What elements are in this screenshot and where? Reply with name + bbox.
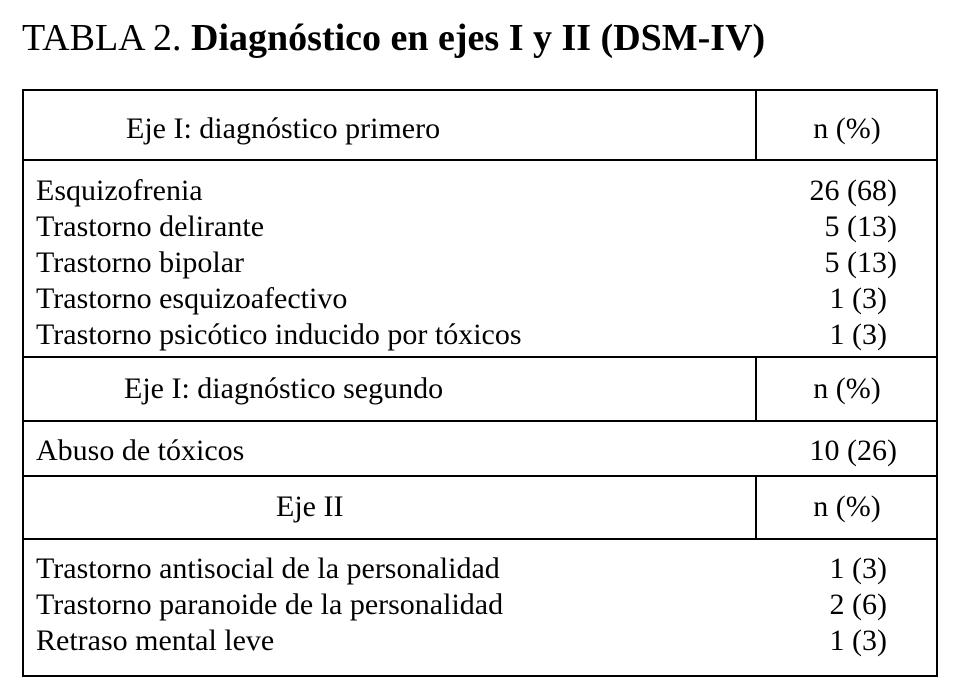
caption-label: TABLA 2. bbox=[22, 17, 182, 59]
column-divider bbox=[755, 475, 757, 538]
section-header-axis2: Eje II bbox=[276, 490, 344, 523]
table-row-value: 1 (3) bbox=[829, 318, 887, 351]
row-divider bbox=[24, 159, 936, 161]
caption-title: Diagnóstico en ejes I y II (DSM-IV) bbox=[191, 17, 766, 59]
table-row-value: 1 (3) bbox=[829, 624, 887, 657]
column-divider bbox=[755, 356, 757, 420]
row-divider bbox=[24, 538, 936, 540]
table-row-label: Trastorno psicótico inducido por tóxicos bbox=[36, 318, 522, 351]
table-row-label: Trastorno delirante bbox=[36, 210, 265, 243]
table-row-label: Trastorno antisocial de la personalidad bbox=[36, 552, 500, 585]
diagnosis-table bbox=[22, 89, 938, 677]
column-divider bbox=[755, 91, 757, 159]
table-row-value: 5 (13) bbox=[824, 246, 897, 279]
table-row-value: 26 (68) bbox=[809, 174, 897, 207]
table-row-value: 2 (6) bbox=[829, 588, 887, 621]
table-row-value: 5 (13) bbox=[824, 210, 897, 243]
row-divider bbox=[24, 356, 936, 358]
table-row-value: 1 (3) bbox=[829, 282, 887, 315]
row-divider bbox=[24, 420, 936, 422]
table-row-label: Trastorno esquizoafectivo bbox=[36, 282, 348, 315]
section-header-axis1-primary: Eje I: diagnóstico primero bbox=[126, 112, 441, 145]
table-row-label: Trastorno paranoide de la personalidad bbox=[36, 588, 504, 621]
section-header-n: n (%) bbox=[813, 490, 881, 523]
section-header-n: n (%) bbox=[813, 112, 881, 145]
table-row-label: Trastorno bipolar bbox=[36, 246, 245, 279]
table-row-label: Esquizofrenia bbox=[36, 174, 203, 207]
table-row-label: Abuso de tóxicos bbox=[36, 434, 245, 467]
table-row-label: Retraso mental leve bbox=[36, 624, 275, 657]
section-header-n: n (%) bbox=[813, 372, 881, 405]
row-divider bbox=[24, 475, 936, 477]
table-row-value: 10 (26) bbox=[809, 434, 897, 467]
table-row-value: 1 (3) bbox=[829, 552, 887, 585]
section-header-axis1-secondary: Eje I: diagnóstico segundo bbox=[124, 372, 444, 405]
table-caption bbox=[22, 14, 765, 62]
